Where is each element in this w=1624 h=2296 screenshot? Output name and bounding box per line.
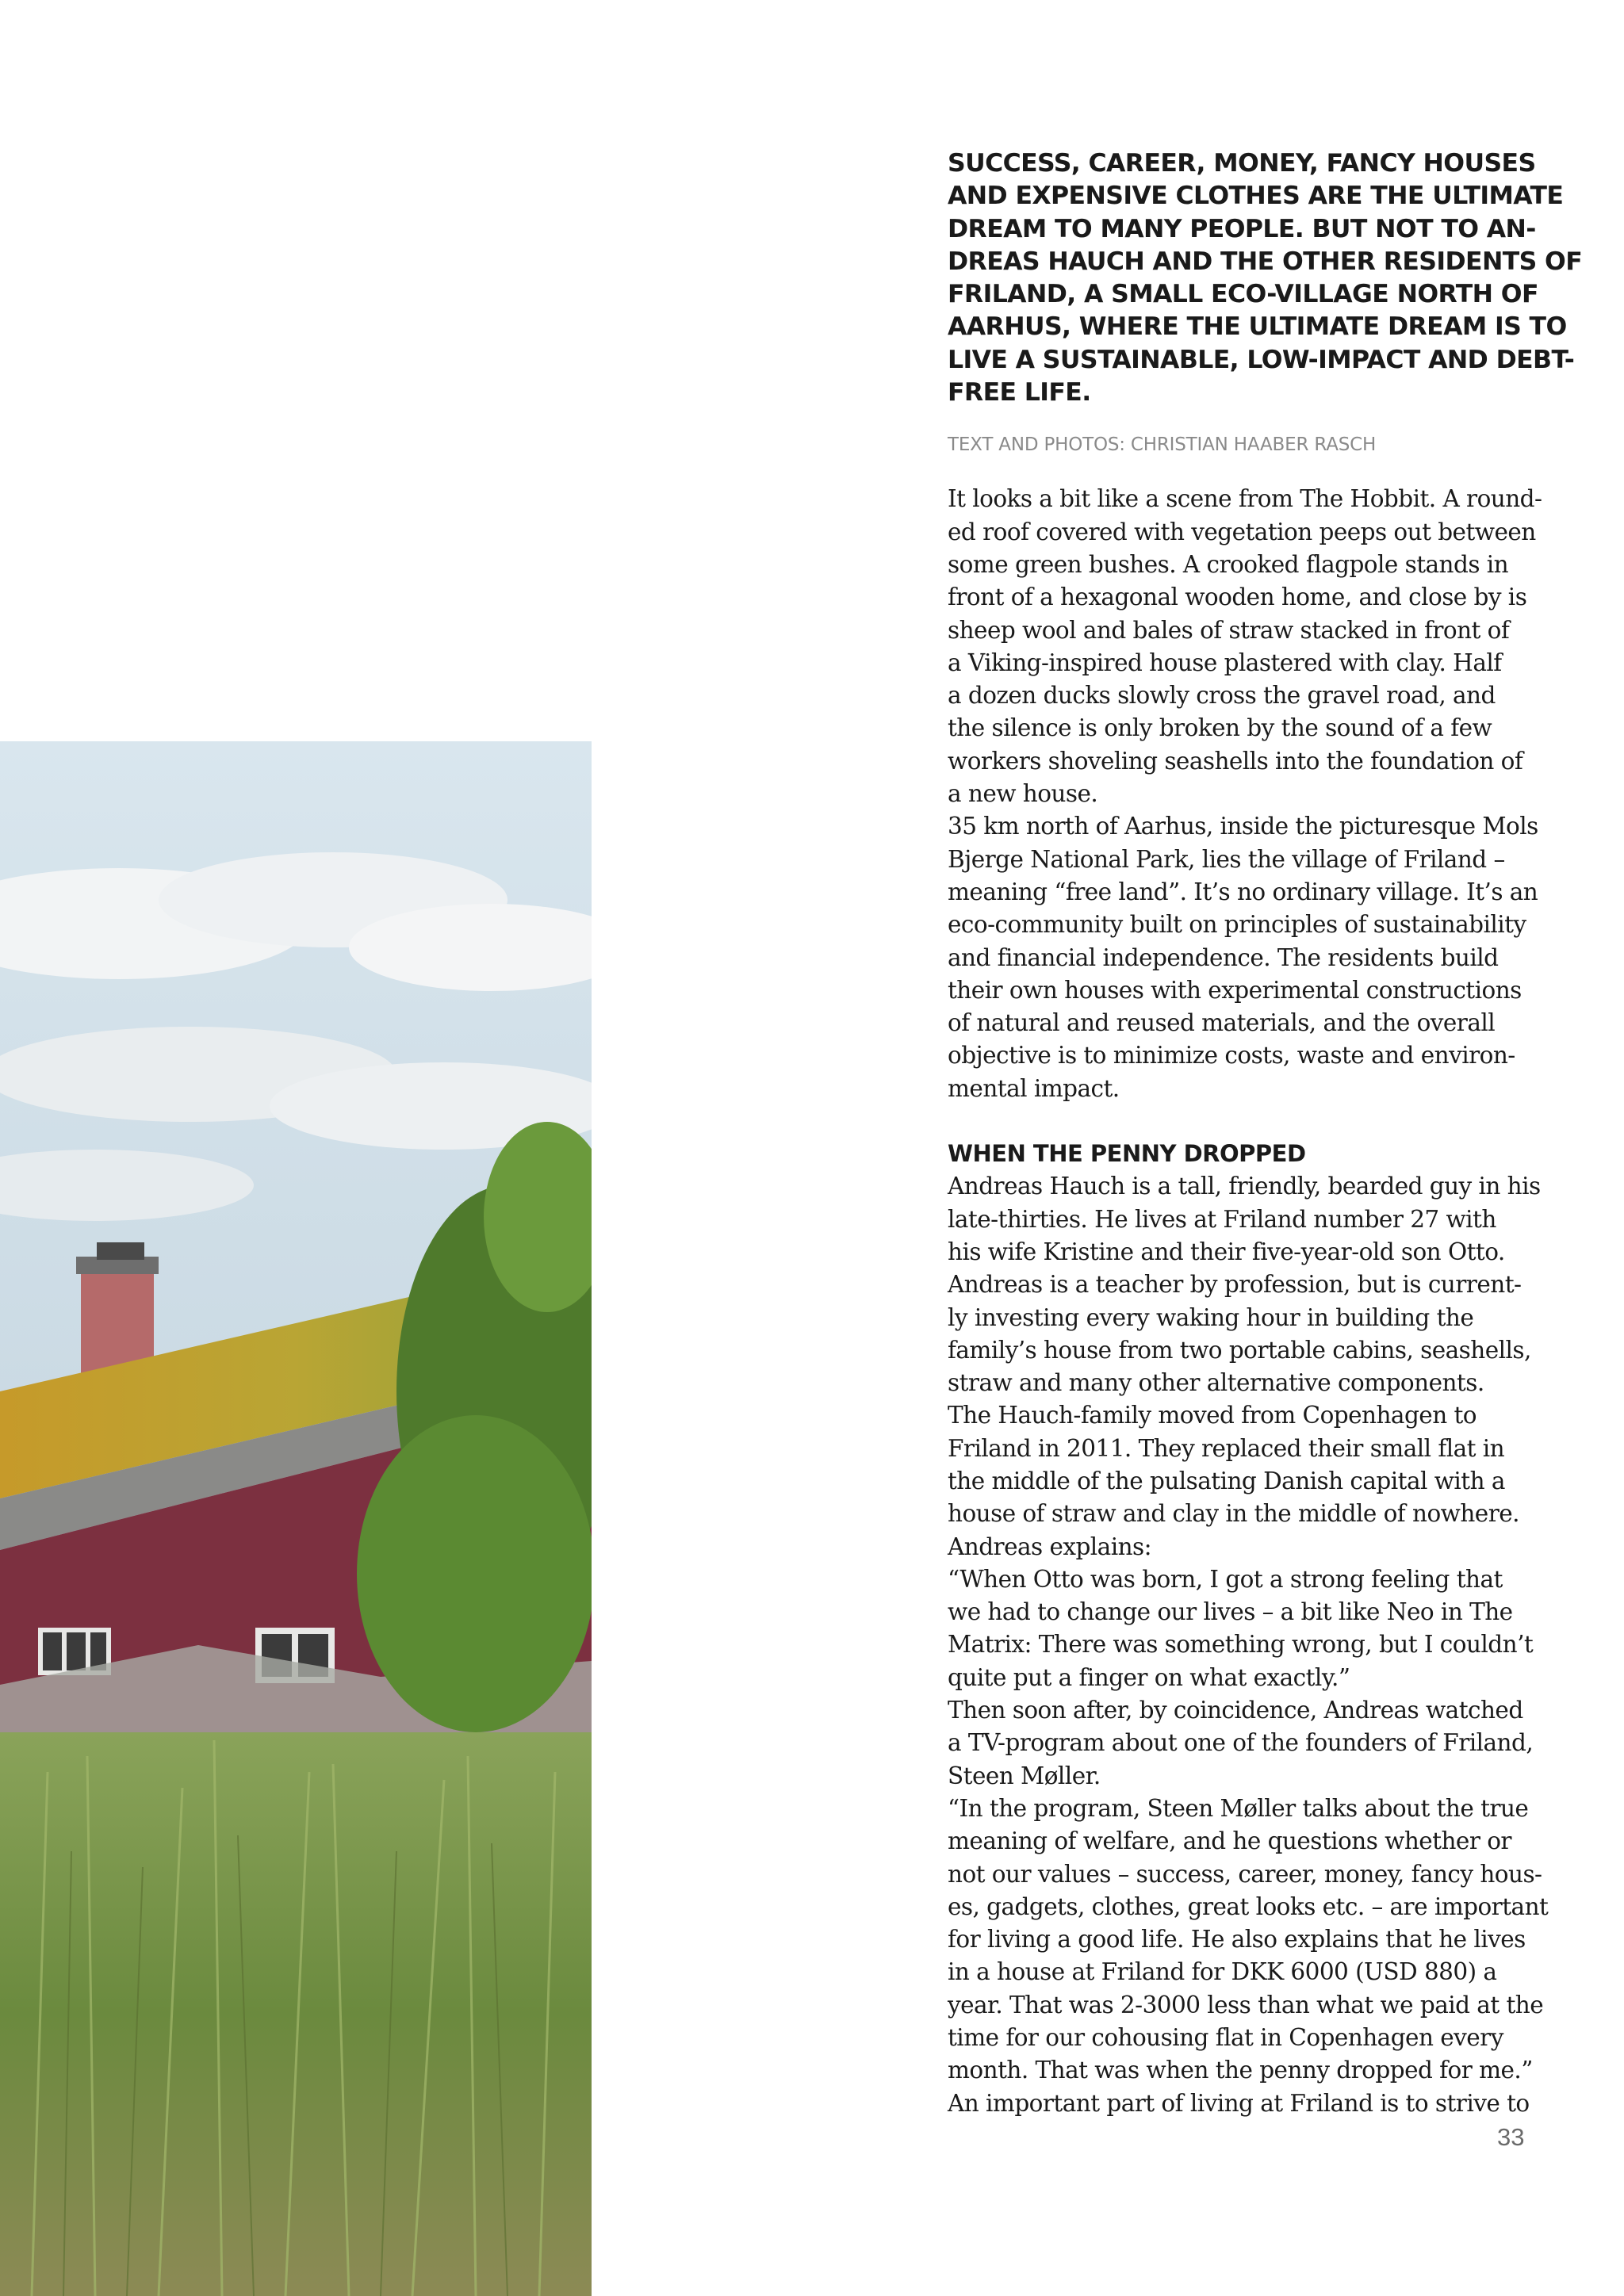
body-line: some green bushes. A crooked flagpole stands in — [948, 550, 1509, 578]
lead-line: FRILAND, A SMALL ECO-VILLAGE NORTH OF — [948, 280, 1538, 309]
body-line: Then soon after, by coincidence, Andreas watched — [948, 1697, 1523, 1724]
body-line: year. That was 2-3000 less than what we paid at the — [948, 1991, 1544, 2019]
body-line: we had to change our lives – a bit like Neo in The — [948, 1598, 1513, 1626]
lead-line: DREAS HAUCH AND THE OTHER RESIDENTS OF — [948, 247, 1583, 276]
body-line: of natural and reused materials, and the overall — [948, 1009, 1496, 1037]
body-line: objective is to minimize costs, waste and environ- — [948, 1042, 1515, 1070]
body-line: 35 km north of Aarhus, inside the picturesque Mols — [948, 813, 1538, 840]
body-line: workers shoveling seashells into the foundation of — [948, 747, 1523, 775]
body-line: Steen Møller. — [948, 1762, 1101, 1789]
body-line: family’s house from two portable cabins, seashells, — [948, 1336, 1531, 1364]
body-line: ly investing every waking hour in building the — [948, 1303, 1474, 1331]
body-line: his wife Kristine and their five-year-old son Otto. — [948, 1238, 1505, 1265]
lead-line: SUCCESS, CAREER, MONEY, FANCY HOUSES — [948, 149, 1536, 178]
body-line: Andreas is a teacher by profession, but is current- — [948, 1271, 1522, 1299]
body-line: “In the program, Steen Møller talks about the true — [948, 1794, 1529, 1822]
lead-line: AND EXPENSIVE CLOTHES ARE THE ULTIMATE — [948, 182, 1564, 211]
lead-line: DREAM TO MANY PEOPLE. BUT NOT TO AN- — [948, 214, 1536, 243]
body-line: es, gadgets, clothes, great looks etc. – are important — [948, 1892, 1549, 1920]
photo-credit: TEXT AND PHOTOS: CHRISTIAN HAABER RASCH — [948, 434, 1377, 456]
body-line: for living a good life. He also explains that he lives — [948, 1926, 1526, 1954]
body-paragraphs-section — [948, 1170, 1550, 2120]
body-line: house of straw and clay in the middle of nowhere. — [948, 1500, 1519, 1528]
body-line: Friland in 2011. They replaced their small flat in — [948, 1434, 1505, 1462]
body-line: Bjerge National Park, lies the village of Friland – — [948, 845, 1505, 873]
body-line: straw and many other alternative components. — [948, 1369, 1484, 1397]
body-line: late-thirties. He lives at Friland number 27 with — [948, 1205, 1496, 1233]
body-line: time for our cohousing flat in Copenhagen every — [948, 2024, 1503, 2052]
body-line: quite put a finger on what exactly.” — [948, 1663, 1350, 1691]
body-line: “When Otto was born, I got a strong feeling that — [948, 1565, 1503, 1593]
body-line: month. That was when the penny dropped for me.” — [948, 2057, 1533, 2084]
section-heading: WHEN THE PENNY DROPPED — [948, 1140, 1306, 1168]
body-line: front of a hexagonal wooden home, and close by is — [948, 584, 1527, 611]
body-line: Matrix: There was something wrong, but I couldn’t — [948, 1631, 1534, 1659]
lead-paragraph — [948, 147, 1583, 409]
body-line: a Viking-inspired house plastered with clay. Half — [948, 649, 1502, 676]
body-line: the silence is only broken by the sound of a few — [948, 714, 1492, 742]
body-line: and financial independence. The residents build — [948, 943, 1499, 971]
body-line: Andreas Hauch is a tall, friendly, bearded guy in his — [948, 1173, 1541, 1200]
body-line: meaning “free land”. It’s no ordinary village. It’s an — [948, 878, 1538, 905]
photo-green-roof-house — [0, 741, 592, 2296]
lead-line: LIVE A SUSTAINABLE, LOW-IMPACT AND DEBT- — [948, 345, 1575, 374]
body-line: Andreas explains: — [948, 1533, 1152, 1560]
body-line: a new house. — [948, 780, 1098, 808]
body-line: It looks a bit like a scene from The Hobbit. A round- — [948, 485, 1542, 513]
body-line: mental impact. — [948, 1074, 1120, 1102]
body-line: eco-community built on principles of sustainability — [948, 911, 1526, 939]
body-line: The Hauch-family moved from Copenhagen to — [948, 1402, 1477, 1429]
body-line: ed roof covered with vegetation peeps out between — [948, 518, 1536, 545]
photo-illustration — [0, 741, 592, 2296]
body-line: their own houses with experimental constructions — [948, 976, 1522, 1004]
lead-line: FREE LIFE. — [948, 378, 1091, 408]
body-line: meaning of welfare, and he questions whether or — [948, 1827, 1511, 1855]
body-line: a dozen ducks slowly cross the gravel road, and — [948, 682, 1496, 710]
lead-line: AARHUS, WHERE THE ULTIMATE DREAM IS TO — [948, 312, 1567, 342]
body-line: a TV-program about one of the founders of Friland, — [948, 1729, 1534, 1757]
body-line: sheep wool and bales of straw stacked in front of — [948, 616, 1510, 644]
article-column — [948, 147, 1583, 2120]
body-line: An important part of living at Friland is to strive to — [948, 2089, 1530, 2117]
body-line: the middle of the pulsating Danish capital with a — [948, 1467, 1505, 1494]
page-number: 33 — [1497, 2123, 1525, 2151]
body-line: in a house at Friland for DKK 6000 (USD 880) a — [948, 1958, 1497, 1986]
body-line: not our values – success, career, money, fancy hous- — [948, 1860, 1542, 1888]
body-paragraphs-intro — [948, 483, 1550, 1105]
